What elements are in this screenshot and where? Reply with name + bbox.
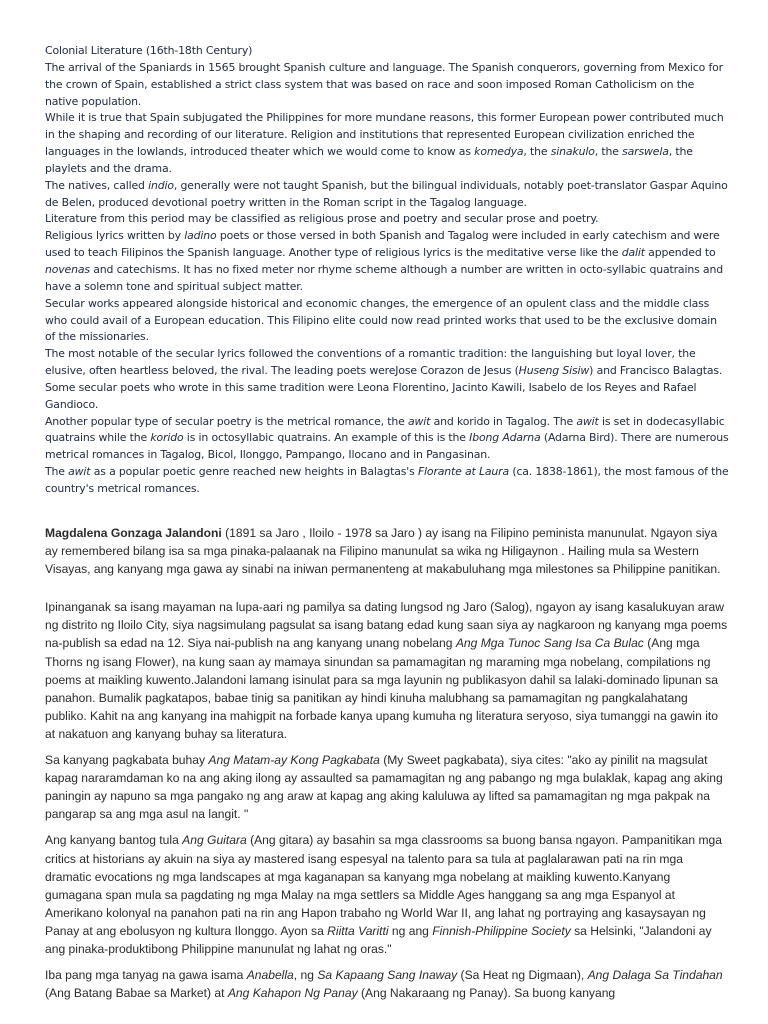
text-run: Ang kanyang bantog tula — [45, 833, 183, 848]
title-kapaang: Sa Kapaang Sang Inaway — [317, 968, 458, 983]
text-run: , generally were not taught Spanish, but the bilingual individuals, notably poet-translator Gaspar Aquino de Belen, produced devotional poetry written in the Roman script in the Tagalog language. — [45, 178, 728, 209]
text-run: poets or those versed in both Spanish and Tagalog were included in early catechism and were used to teach Filipinos the Spanish language. Another type of religious lyrics is the meditative verse like the — [45, 229, 720, 260]
text-run: Religious lyrics written by — [45, 229, 185, 243]
title-ibong-adarna: Ibong Adarna — [469, 431, 541, 445]
text-run: The most notable of the secular lyrics followed the conventions of a romantic tradition: the languishing but loyal lover, the elusive, often heartless beloved, the rival. The leading poets wereJose Corazon de Jesus ( — [45, 347, 696, 378]
paragraph-spanish-arrival: The arrival of the Spaniards in 1565 brought Spanish culture and language. The Spanish conquerors, governing from Mexico for the crown of Spain, established a strict class system that was based on race and soon imposed Roman Catholicism on the native population. — [45, 60, 723, 108]
text-run: (Ang Batang Babae sa Market) at — [45, 986, 228, 1001]
text-run: as a popular poetic genre reached new heights in Balagtas's — [90, 465, 418, 479]
text-run: and catechisms. It has no fixed meter nor rhyme scheme although a number are written in octo-syllabic quatrains and have a solemn tone and spiritual subject matter. — [45, 262, 723, 293]
text-run: and korido in Tagalog. The — [430, 414, 577, 428]
title-kahapon: Ang Kahapon Ng Panay — [227, 986, 358, 1001]
text-run: is in octosyllabic quatrains. An example of this is the — [183, 431, 470, 445]
colonial-literature-section — [45, 43, 730, 498]
text-run: Another popular type of secular poetry is the metrical romance, the — [45, 414, 409, 428]
paragraph-natives — [45, 178, 730, 212]
title-ang-guitara: Ang Guitara — [182, 833, 247, 848]
paragraph-jalandoni-bio — [45, 598, 730, 743]
term-sarswela: sarswela — [622, 145, 669, 159]
paragraph-secular-lyrics — [45, 346, 730, 413]
title-dalaga: Ang Dalaga Sa Tindahan — [587, 968, 723, 983]
text-run: , the playlets and the drama. — [45, 145, 693, 175]
title-anabella: Anabella — [246, 968, 294, 983]
term-awit: awit — [408, 414, 431, 428]
section-heading: Colonial Literature (16th-18th Century) — [45, 44, 253, 57]
text-run: , the — [523, 145, 551, 159]
paragraph-jalandoni-works — [45, 966, 730, 1002]
text-run: is set in dodecasyllabic quatrains while the — [45, 414, 725, 445]
paragraph-metrical-romance — [45, 414, 730, 465]
paragraph-spain-contribution — [45, 110, 730, 177]
text-run: (1891 sa Jaro , Iloilo - 1978 sa Jaro ) ay isang na Filipino peminista manunulat. Ngayon siya ay remembered bilang isa sa mga pinaka-palaanak na Filipino manunulat sa wika ng Hiligaynon . Hailing mula sa Western Visayas, ang kanyang mga gawa ay sinabi na iniwan permanenteng at makabuluhang mga milestones sa Philippine panitikan. — [45, 526, 721, 577]
org-finnish-philippine-society: Finnish-Philippine Society — [432, 923, 571, 938]
person-name: Magdalena Gonzaga Jalandoni — [45, 526, 222, 540]
text-run: sa Helsinki, "Jalandoni ay ang pinaka-produktibong Philippine manunulat ng lahat ng oras." — [45, 923, 712, 956]
paragraph-religious-lyrics — [45, 228, 730, 295]
jalandoni-section — [45, 524, 730, 1002]
text-run: The natives, called — [45, 178, 149, 192]
text-run: (Adarna Bird). There are numerous metrical romances in Tagalog, Bicol, Ilonggo, Pampango, Ilocano and in Pangasinan. — [45, 431, 729, 462]
term-indio: indio — [148, 178, 174, 192]
term-huseng-sisiw: Huseng Sisiw — [518, 364, 590, 378]
term-ladino: ladino — [184, 229, 217, 243]
text-run: , the — [594, 145, 623, 159]
title-florante-at-laura: Florante at Laura — [417, 465, 510, 479]
term-awit: awit — [68, 465, 91, 479]
text-run: (Ang mga Thorns ng isang Flower), na kung saan ay mamaya sinundan sa pamamagitan ng maraming mga nobelang, compilations ng poems at maikling kuwento.Jalandoni lamang isinulat para sa mga layunin ng publikasyon dahil sa lalaki-dominado lipunan sa panahon. Bumalik pagkatapos, babae tinig sa panitikan ay hindi kinuha malubhang sa pamamagitan ng pangkalahatang publiko. Kahit na ang kanyang ina mahigpit na forbade kanya upang kumuha ng literatura seryoso, siya tumanggi na gawin ito at nakatuon ang kanyang buhay sa literatura. — [45, 636, 718, 741]
paragraph-classification: Literature from this period may be classified as religious prose and poetry and secular prose and poetry. — [45, 212, 599, 226]
text-run: Ipinanganak sa isang mayaman na lupa-aari ng pamilya sa dating lungsod ng Jaro (Salog), ngayon ay isang kasalukuyan araw ng distrito ng Iloilo City, siya nagsimulang pagsulat sa isang batang edad kung saan siya ay nagkaroon ng kanyang mga poems na-publish sa edad na 12. Siya nai-publish na ang kanyang unang nobelang — [45, 600, 728, 651]
text-run: (Sa Heat ng Digmaan), — [457, 968, 588, 983]
name-riitta-varitti: Riitta Varitti — [327, 923, 389, 938]
term-sinakulo: sinakulo — [550, 145, 595, 159]
paragraph-jalandoni-guitara — [45, 831, 730, 958]
text-run: ng ang — [388, 923, 433, 938]
term-novenas: novenas — [45, 262, 90, 276]
text-run: (Ang Nakaraang ng Panay). Sa buong kanyang — [357, 986, 616, 1001]
paragraph-jalandoni-intro — [45, 524, 730, 578]
text-run: While it is true that Spain subjugated the Philippines for more mundane reasons, this former European power contributed much in the shaping and recording of our literature. Religion and institutions that represented European civilization enriched the languages in the lowlands, introduced theater which we would come to know as — [45, 111, 724, 159]
text-run: appended to — [644, 246, 716, 260]
term-korido: korido — [150, 431, 184, 445]
text-run: , ng — [293, 968, 318, 983]
text-run: (Ang gitara) ay basahin sa mga classrooms sa buong bansa ngayon. Pampanitikan mga critics at historians ay akuin na siya ay mastered isang espesyal na talento para sa tula at paglalarawan pati na rin mga dramatic evocations ng mga landscapes at mga kaganapan sa kanyang mga nobelang at maikling kuwento.Kanyang gumagana span mula sa pagdating ng mga Malay na mga settlers sa Middle Ages hanggang sa ang mga Espanyol at Amerikano kolonyal na panahon pati na rin ang Hapon trabaho ng World War II, ang lahat ng portraying ang kasaysayan ng Panay at ang ebolusyon ng kultura Ilonggo. Ayon sa — [45, 833, 723, 938]
paragraph-jalandoni-youth — [45, 751, 730, 823]
paragraph-balagtas — [45, 464, 730, 498]
text-run: Iba pang mga tanyag na gawa isama — [45, 968, 247, 983]
paragraph-secular-works: Secular works appeared alongside historical and economic changes, the emergence of an opulent class and the middle class who could avail of a European education. This Filipino elite could now read printed works that used to be the exclusive domain of the missionaries. — [45, 296, 717, 344]
text-run: Sa kanyang pagkabata buhay — [45, 753, 209, 768]
text-run: The — [45, 465, 69, 479]
term-awit: awit — [576, 414, 599, 428]
title-tunoc: Ang Mga Tunoc Sang Isa Ca Bulac — [455, 636, 644, 651]
term-dalit: dalit — [621, 246, 645, 260]
text-run: ) and Francisco Balagtas. Some secular poets who wrote in this same tradition were Leona Florentino, Jacinto Kawili, Isabelo de los Reyes and Rafael Gandioco. — [45, 364, 723, 411]
term-komedya: komedya — [474, 145, 524, 159]
text-run: (ca. 1838-1861), the most famous of the country's metrical romances. — [45, 465, 729, 495]
title-matam-ay: Ang Matam-ay Kong Pagkabata — [208, 753, 380, 768]
text-run: (My Sweet pagkabata), siya cites: "ako ay pinilit na magsulat kapag nararamdaman ko na ang aking ilong ay assaulted sa pamamagitan ng ang pabango ng mga bulaklak, kapag ang aking paningin ay napuno sa mga pangako ng ang araw at kapag ang aking kaluluwa ay lifted sa pamamagitan ng mga pakpak na pangarap sa ang mga asul na langit. " — [45, 753, 723, 822]
